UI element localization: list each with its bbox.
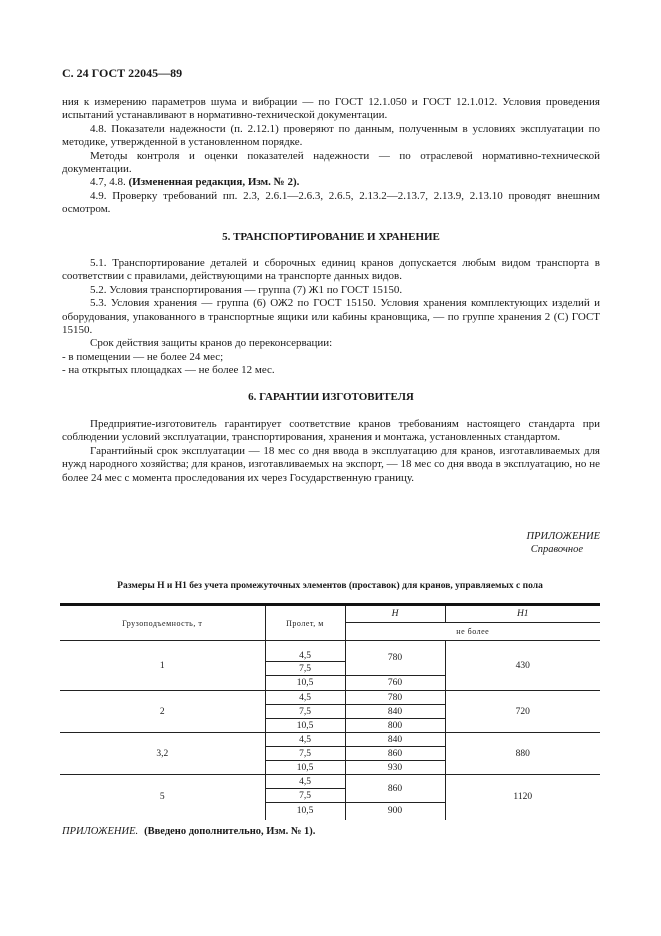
subheader: не более	[345, 623, 600, 641]
span-cell: 10,5	[265, 719, 345, 733]
span-cell: 7,5	[265, 747, 345, 761]
h-cell: 780	[345, 691, 445, 705]
paragraph: 5.3. Условия хранения — группа (6) ОЖ2 по ГОСТ 15150. Условия хранения комплектующих изделий и оборудования, упакованного в транспортные ящики или кабины крановщика, — по группе хранения 2 (С) ГОСТ 15150.	[62, 297, 600, 337]
column-header: H	[345, 605, 445, 623]
h-cell: 930	[345, 761, 445, 775]
span-cell: 4,5	[265, 733, 345, 747]
h-cell: 780	[345, 641, 445, 676]
span-cell: 10,5	[265, 761, 345, 775]
column-header: H1	[445, 605, 600, 623]
capacity-cell: 5	[60, 775, 265, 820]
section-4-text	[62, 96, 600, 217]
h1-cell: 1120	[445, 775, 600, 820]
appendix-sublabel: Справочное	[530, 544, 583, 555]
paragraph: Срок действия защиты кранов до переконсервации:	[90, 337, 333, 350]
list-item: - на открытых площадках — не более 12 мес.	[62, 364, 275, 377]
capacity-cell: 3,2	[60, 733, 265, 775]
h1-cell: 880	[445, 733, 600, 775]
section-5-heading: 5. ТРАНСПОРТИРОВАНИЕ И ХРАНЕНИЕ	[222, 231, 440, 243]
capacity-cell: 1	[60, 641, 265, 691]
span-cell: 10,5	[265, 803, 345, 820]
section-6-heading: 6. ГАРАНТИИ ИЗГОТОВИТЕЛЯ	[248, 391, 414, 403]
span-cell: 4,5	[265, 641, 345, 662]
amendment-ref: 4.7, 4.8.	[90, 176, 126, 189]
h-cell: 860	[345, 747, 445, 761]
h1-cell: 720	[445, 691, 600, 733]
paragraph: 4.8. Показатели надежности (п. 2.12.1) проверяют по данным, полученным в условиях эксплуатации по методике, утвержденной в установленном порядке.	[62, 122, 600, 149]
span-cell: 7,5	[265, 662, 345, 676]
appendix-label: ПРИЛОЖЕНИЕ	[526, 531, 600, 542]
span-cell: 4,5	[265, 775, 345, 789]
h-cell: 840	[345, 733, 445, 747]
capacity-cell: 2	[60, 691, 265, 733]
paragraph: 5.1. Транспортирование деталей и сборочных единиц кранов допускается любым видом транспорта в соответствии с правилами, действующими на транспорте данных видов.	[62, 257, 600, 283]
span-cell: 7,5	[265, 789, 345, 803]
h1-cell: 430	[445, 641, 600, 691]
span-cell: 10,5	[265, 676, 345, 691]
span-cell: 4,5	[265, 691, 345, 705]
paragraph: Гарантийный срок эксплуатации — 18 мес со дня ввода в эксплуатацию для кранов, изготавливаемых для нужд народного хозяйства; для кранов, изготавливаемых на экспорт, — 18 мес со дня ввода в эксплуатацию, но не более 24 мес с момента проследования их через Государственную границу.	[62, 444, 600, 484]
h-cell: 900	[345, 803, 445, 820]
section-5-text	[62, 257, 600, 378]
h-cell: 840	[345, 705, 445, 719]
paragraph	[62, 176, 600, 189]
appendix-note	[62, 826, 315, 837]
section-6-text	[62, 418, 600, 485]
amendment-note: (Измененная редакция, Изм. № 2).	[128, 176, 300, 189]
list-item: - в помещении — не более 24 мес;	[62, 350, 224, 363]
note-label: ПРИЛОЖЕНИЕ.	[62, 826, 139, 837]
note-text: (Введено дополнительно, Изм. № 1).	[144, 826, 316, 837]
paragraph: ния к измерению параметров шума и вибрации — по ГОСТ 12.1.050 и ГОСТ 12.1.012. Условия проведения испытаний устанавливают в нормативно-технической документации.	[62, 96, 600, 122]
page-header: С. 24 ГОСТ 22045—89	[62, 66, 183, 80]
column-header: Пролет, м	[265, 605, 345, 641]
table-title: Размеры H и H1 без учета промежуточных элементов (проставок) для кранов, управляемых с пола	[117, 581, 543, 591]
paragraph: 5.2. Условия транспортирования — группа (7) Ж1 по ГОСТ 15150.	[90, 283, 403, 296]
span-cell: 7,5	[265, 705, 345, 719]
paragraph: Предприятие-изготовитель гарантирует соответствие кранов требованиям настоящего стандарта при соблюдении условий эксплуатации, транспортирования, хранения и монтажа, установленных стандартом.	[62, 418, 600, 444]
h-cell: 800	[345, 719, 445, 733]
column-header: Грузоподъемность, т	[60, 605, 265, 641]
dimensions-table	[60, 603, 600, 820]
h-cell: 860	[345, 775, 445, 803]
paragraph: 4.9. Проверку требований пп. 2.3, 2.6.1—2.6.3, 2.6.5, 2.13.2—2.13.7, 2.13.9, 2.13.10 проводят внешним осмотром.	[62, 189, 600, 216]
paragraph: Методы контроля и оценки показателей надежности — по отраслевой нормативно-технической документации.	[62, 149, 600, 176]
h-cell: 760	[345, 676, 445, 691]
